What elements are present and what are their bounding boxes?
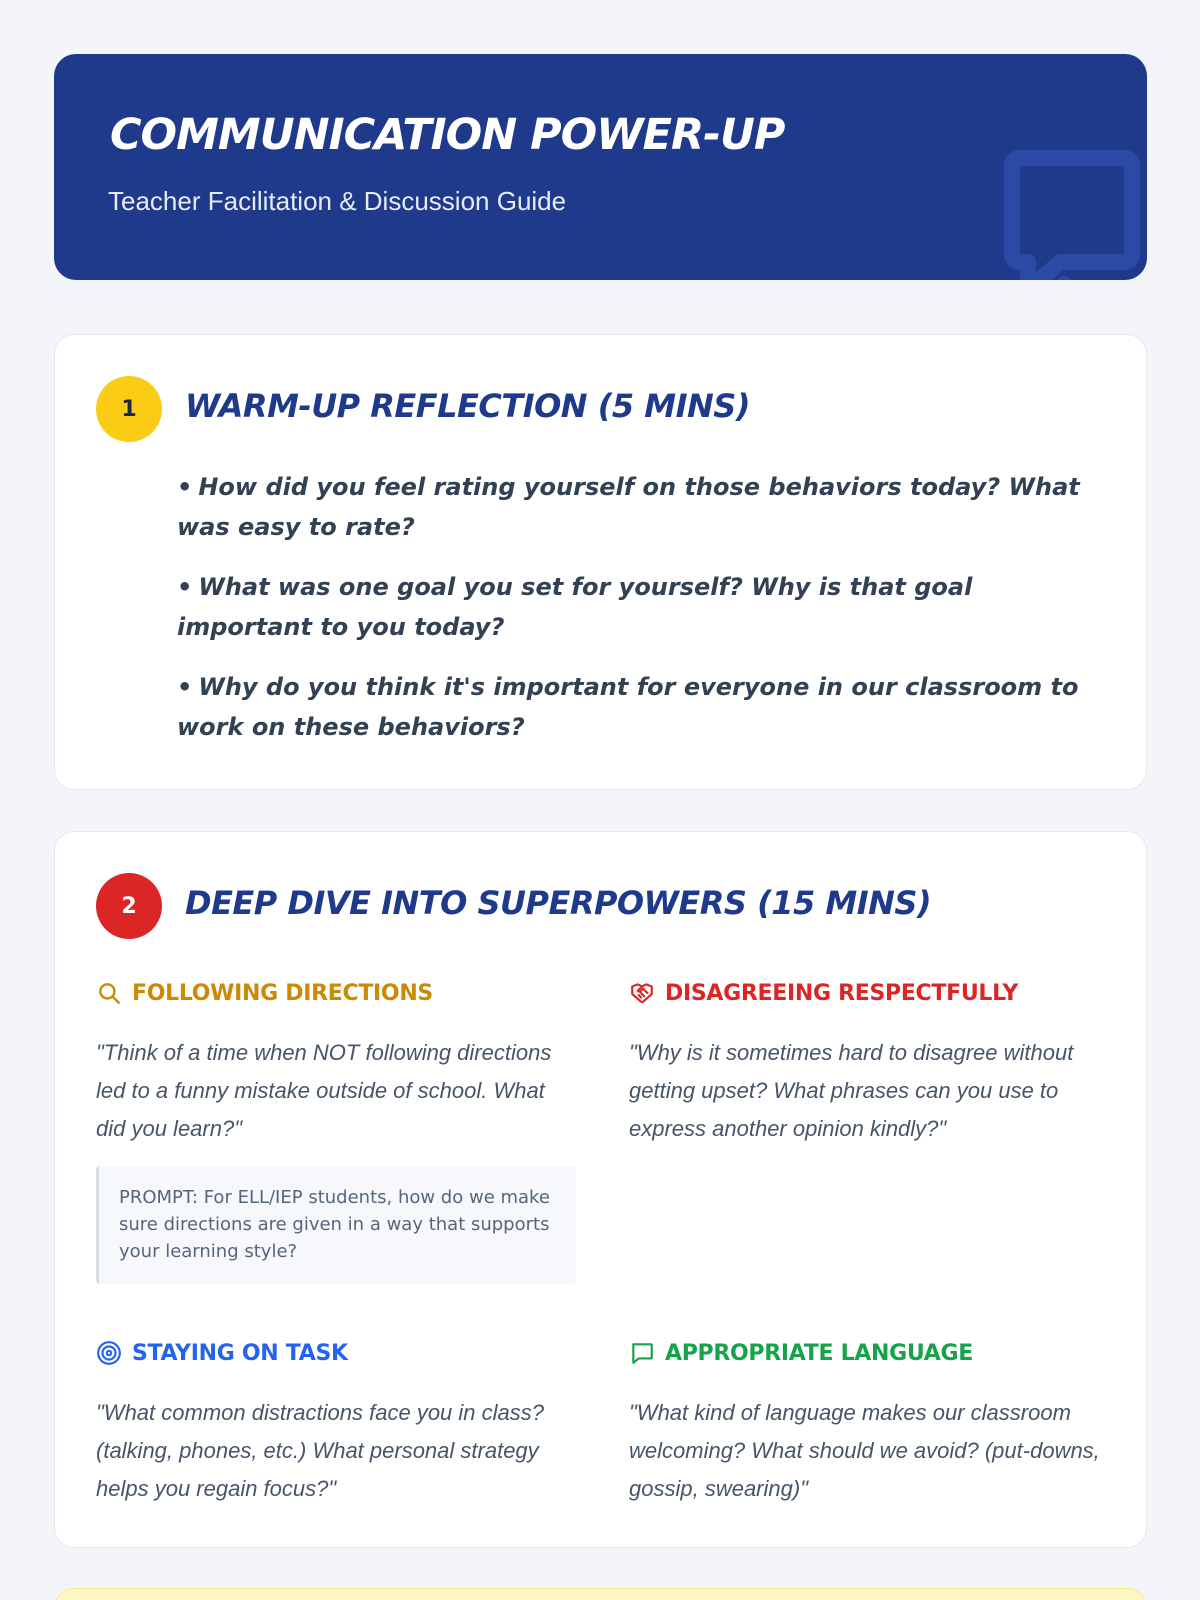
superpower-label: APPROPRIATE LANGUAGE (665, 1340, 973, 1366)
page-subtitle: Teacher Facilitation & Discussion Guide (108, 186, 567, 216)
page-header (54, 54, 1147, 280)
superpower-label: FOLLOWING DIRECTIONS (132, 980, 433, 1006)
superpower-appropriate-language (629, 1340, 1119, 1508)
superpower-following-directions (96, 980, 576, 1148)
reflection-questions (177, 467, 1097, 767)
page-title: COMMUNICATION POWER-UP (110, 110, 785, 160)
target-icon (96, 1340, 122, 1366)
section-title: DEEP DIVE INTO SUPERPOWERS (15 MINS) (185, 884, 932, 922)
section-number-badge: 1 (96, 376, 162, 442)
superpower-label: STAYING ON TASK (132, 1340, 348, 1366)
chat-bubble-icon (964, 84, 1147, 280)
list-item: • How did you feel rating yourself on those behaviors today? What was easy to rate? (177, 473, 1080, 541)
deep-dive-section (54, 831, 1147, 1548)
list-item: • What was one goal you set for yourself? Why is that goal important to you today? (177, 573, 973, 641)
superpower-disagreeing-respectfully (629, 980, 1119, 1148)
search-icon (96, 980, 122, 1006)
list-item: • Why do you think it's important for everyone in our classroom to work on these behaviors? (177, 673, 1079, 741)
warm-up-section (54, 334, 1147, 790)
discussion-quote: "Why is it sometimes hard to disagree without getting upset? What phrases can you use to express another opinion kindly?" (629, 1040, 1074, 1141)
speech-bubble-icon (629, 1340, 655, 1366)
discussion-quote: "Think of a time when NOT following directions led to a funny mistake outside of school. What did you learn?" (96, 1040, 552, 1141)
superpower-staying-on-task (96, 1340, 586, 1508)
handshake-icon (629, 980, 655, 1006)
discussion-quote: "What common distractions face you in class? (talking, phones, etc.) What personal strategy helps you regain focus?" (96, 1400, 544, 1501)
superpower-label: DISAGREEING RESPECTFULLY (665, 980, 1019, 1006)
prompt-box: PROMPT: For ELL/IEP students, how do we make sure directions are given in a way that supports your learning style? (96, 1166, 576, 1284)
section-title: WARM-UP REFLECTION (5 MINS) (185, 387, 750, 425)
next-section-card (54, 1588, 1147, 1600)
discussion-quote: "What kind of language makes our classroom welcoming? What should we avoid? (put-downs, gossip, swearing)" (629, 1400, 1100, 1501)
section-number-badge: 2 (96, 873, 162, 939)
